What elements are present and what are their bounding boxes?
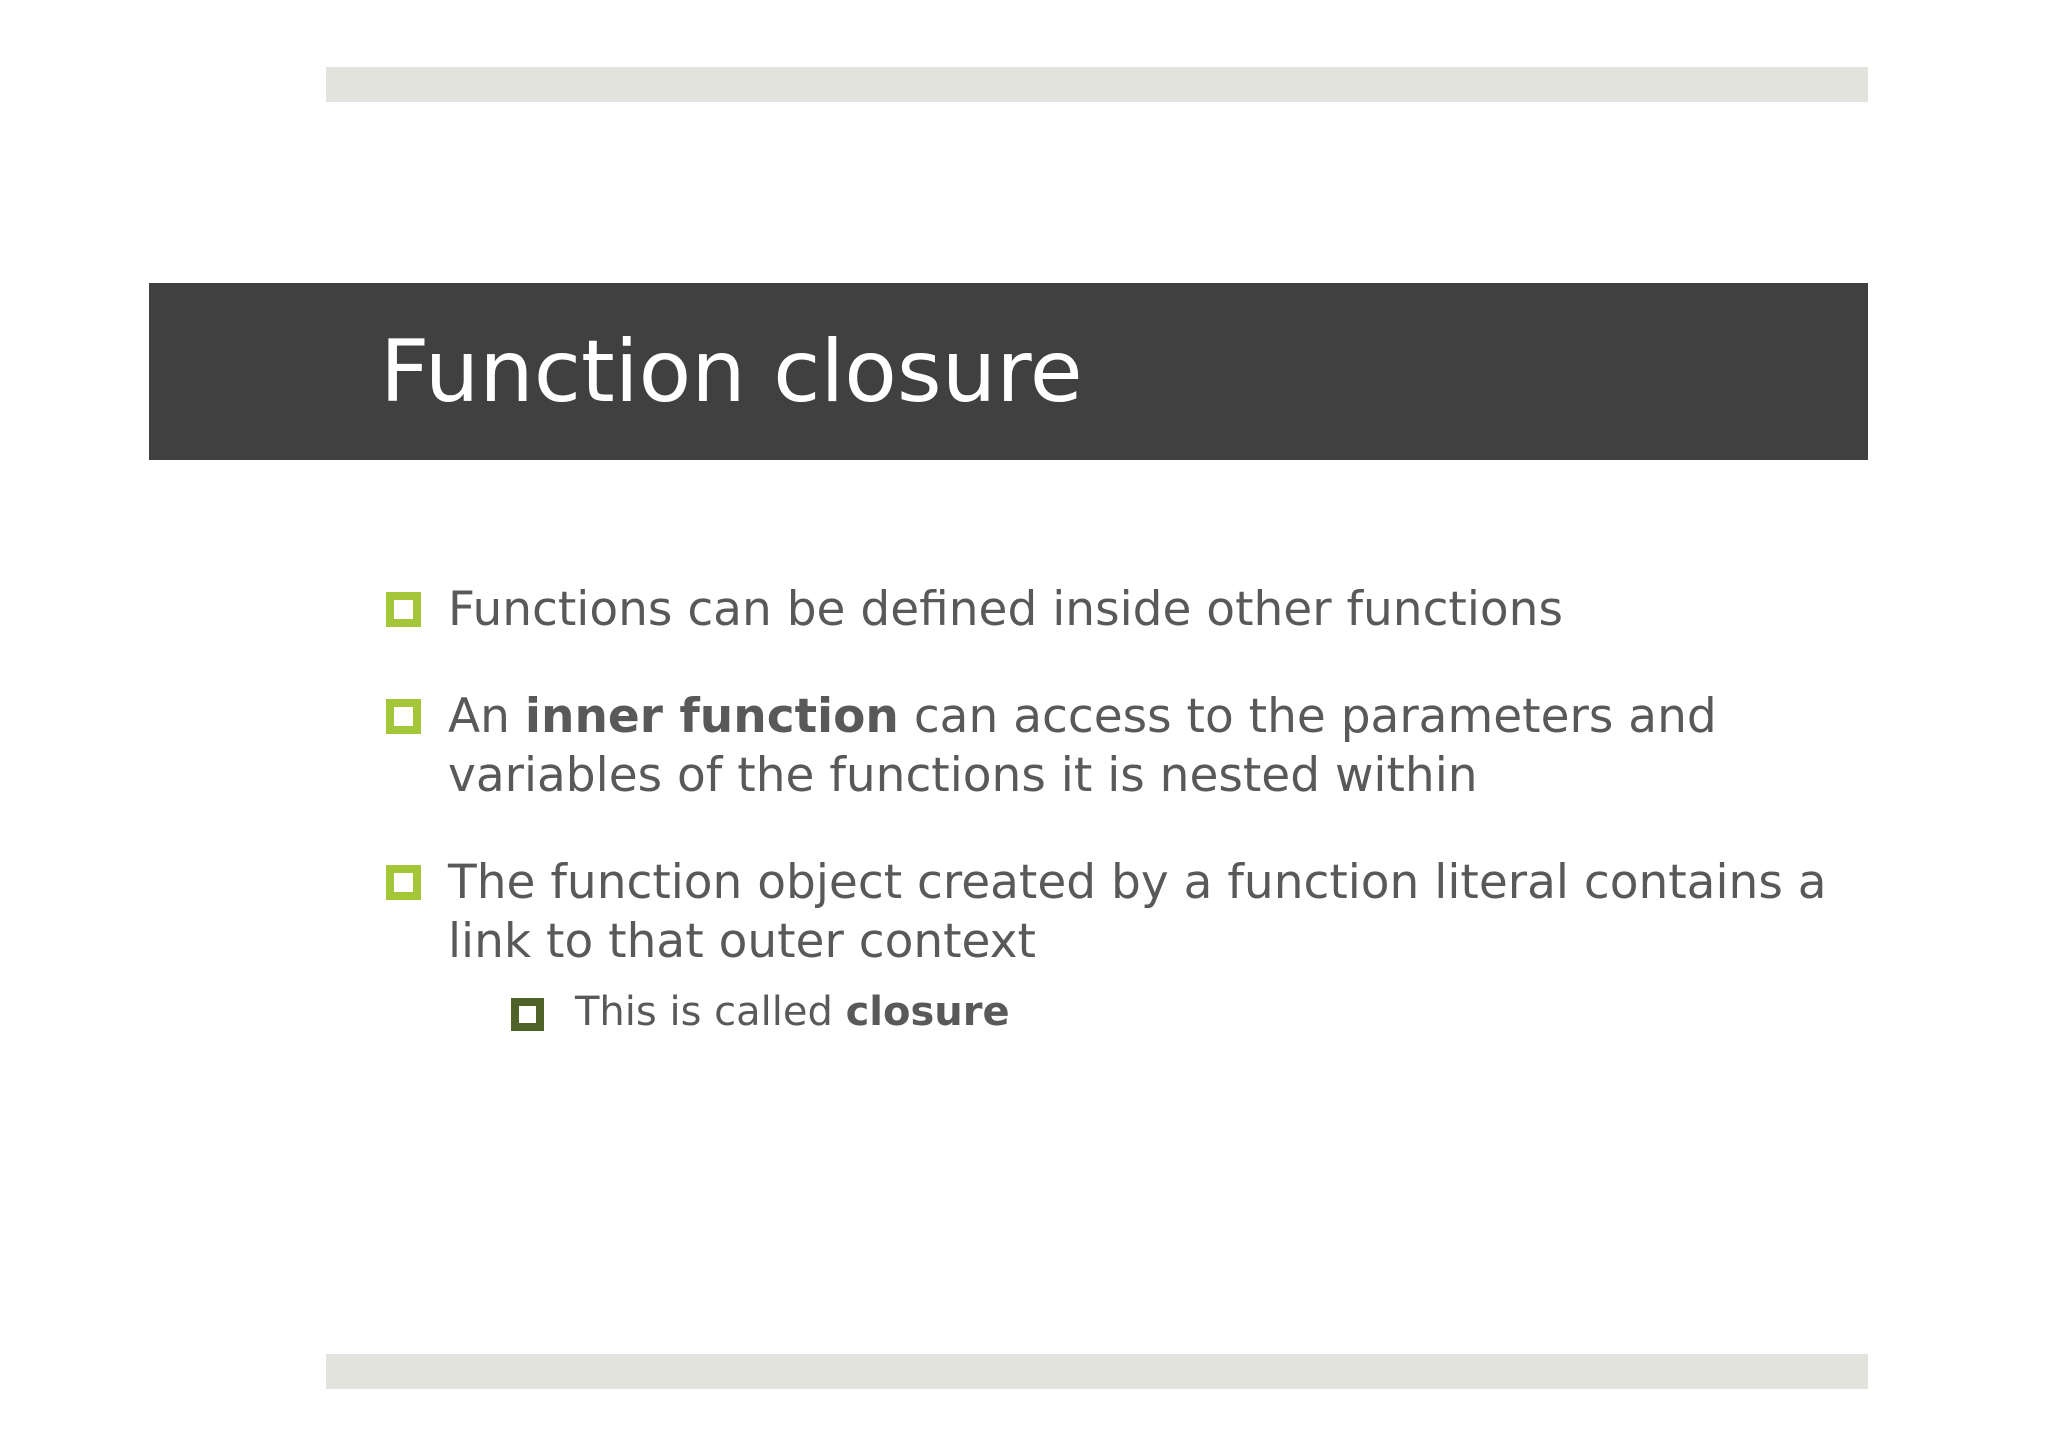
square-bullet-icon [386,592,421,627]
sub-bullet-text-bold: closure [845,989,1010,1035]
bullet-item [386,853,1846,1037]
sub-bullet-text-prefix: This is called [575,989,846,1035]
bullet-text-bold: inner function [524,689,899,744]
bottom-decorative-band [326,1354,1868,1389]
bullet-text: The function object created by a function literal contains a link to that outer context [448,855,1827,969]
square-bullet-icon [386,699,421,734]
bullet-list [386,580,1846,1085]
bullet-text: Functions can be defined inside other functions [448,582,1563,637]
square-bullet-icon [386,865,421,900]
bullet-item [386,687,1846,805]
sub-bullet-item [511,987,1846,1037]
top-decorative-band [326,67,1868,102]
slide-title: Function closure [380,322,1083,422]
bullet-item [386,580,1846,639]
bullet-text-suffix: can access to the parameters and variables of the functions it is nested within [448,689,1717,803]
square-sub-bullet-icon [511,998,544,1031]
bullet-text-prefix: An [448,689,525,744]
